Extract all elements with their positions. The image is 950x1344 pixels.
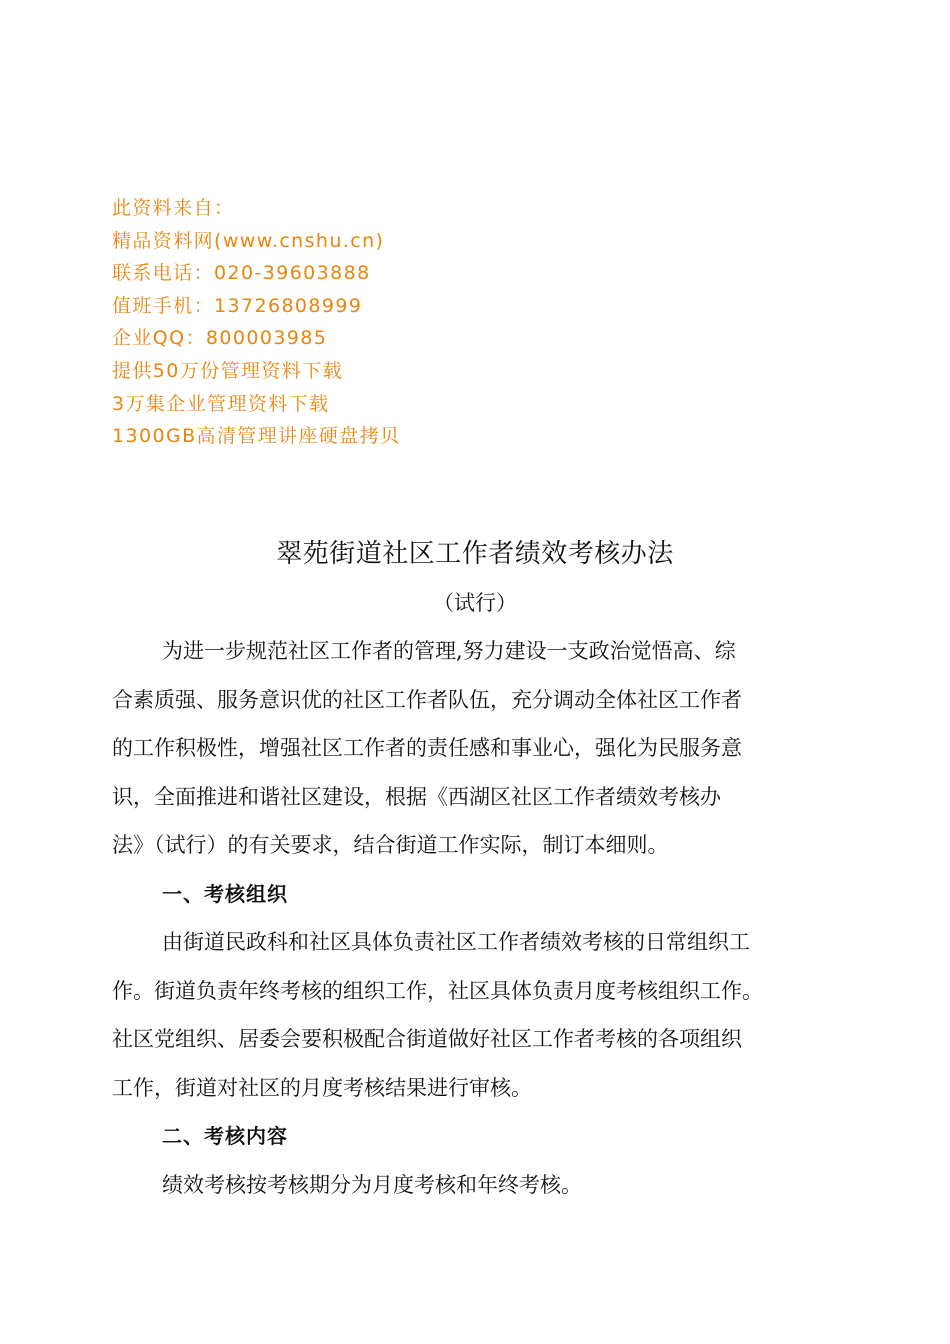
- source-offer-line: 1300GB高清管理讲座硬盘拷贝: [112, 425, 401, 448]
- paragraph-line: 工作，街道对社区的月度考核结果进行审核。: [112, 1075, 532, 1100]
- paragraph-line: 合素质强、服务意识优的社区工作者队伍，充分调动全体社区工作者: [112, 687, 742, 712]
- source-offer-line: 提供50万份管理资料下载: [112, 359, 343, 382]
- paragraph-line: 为进一步规范社区工作者的管理,努力建设一支政治觉悟高、综: [162, 639, 736, 663]
- source-website-line: 精品资料网(www.cnshu.cn): [112, 229, 385, 252]
- source-phone-line: 联系电话：020-39603888: [112, 262, 371, 285]
- paragraph-line: 绩效考核按考核期分为月度考核和年终考核。: [162, 1172, 582, 1197]
- intro-paragraph: [112, 627, 842, 870]
- source-info-block: [112, 192, 632, 453]
- source-mobile-line: 值班手机：13726808999: [112, 294, 363, 317]
- paragraph-line: 社区党组织、居委会要积极配合街道做好社区工作者考核的各项组织: [112, 1027, 742, 1051]
- source-offer-line: 3万集企业管理资料下载: [112, 392, 330, 415]
- section-heading: 二、考核内容: [162, 1124, 288, 1148]
- document-body: [112, 627, 842, 1209]
- section-heading: 一、考核组织: [162, 881, 288, 906]
- section2-paragraph: [112, 1161, 842, 1210]
- section1-paragraph: [112, 918, 842, 1112]
- paragraph-line: 识，全面推进和谐社区建设，根据《西湖区社区工作者绩效考核办: [112, 784, 721, 809]
- paragraph-line: 由街道民政科和社区具体负责社区工作者绩效考核的日常组织工: [162, 930, 750, 954]
- document-title: 翠苑街道社区工作者绩效考核办法: [276, 539, 674, 569]
- source-line: 此资料来自：: [112, 197, 235, 219]
- source-qq-line: 企业QQ：800003985: [112, 327, 328, 350]
- paragraph-line: 的工作积极性，增强社区工作者的责任感和事业心，强化为民服务意: [112, 736, 742, 760]
- paragraph-line: 作。街道负责年终考核的组织工作，社区具体负责月度考核组织工作。: [112, 978, 763, 1003]
- paragraph-line: 法》（试行）的有关要求，结合街道工作实际，制订本细则。: [112, 833, 669, 857]
- document-subtitle: （试行）: [433, 591, 517, 615]
